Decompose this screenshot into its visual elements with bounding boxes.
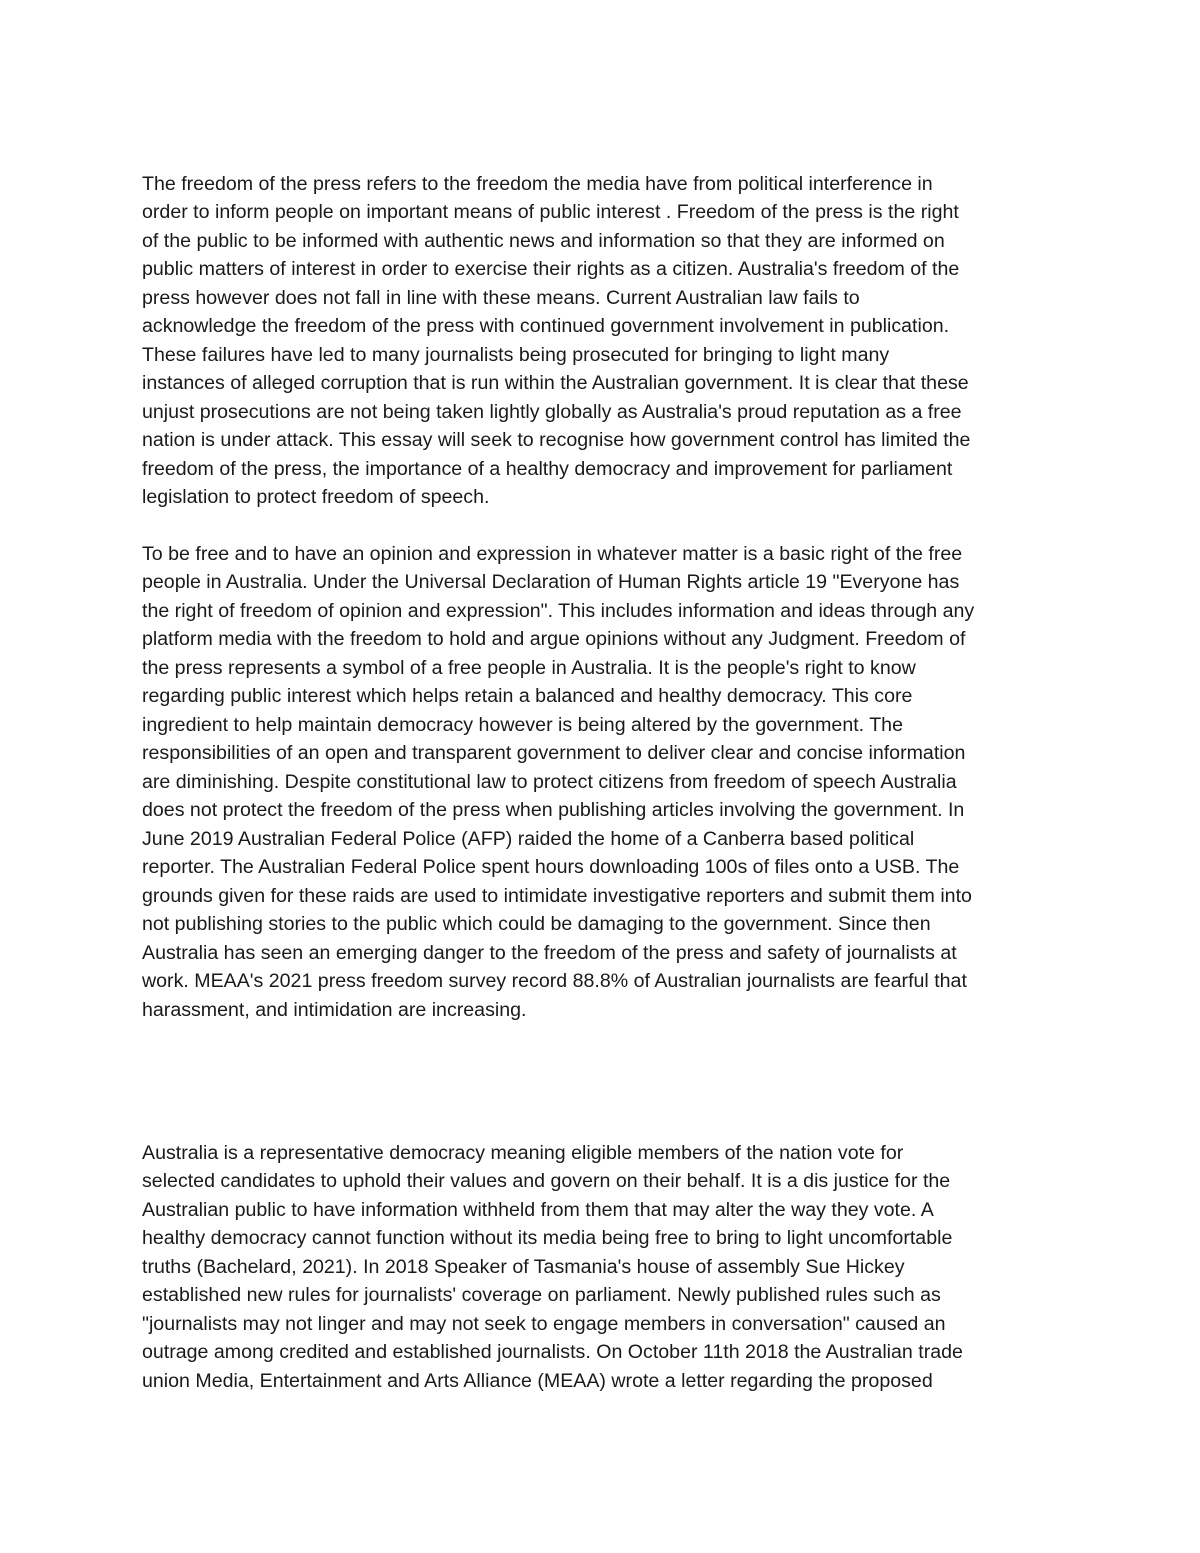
text-line: instances of alleged corruption that is run within the Australian government. It is clear that these	[142, 372, 969, 394]
text-line: truths (Bachelard, 2021). In 2018 Speaker of Tasmania's house of assembly Sue Hickey	[142, 1256, 905, 1278]
text-line: responsibilities of an open and transparent government to deliver clear and concise information	[142, 742, 966, 764]
text-line: grounds given for these raids are used to intimidate investigative reporters and submit them into	[142, 885, 972, 907]
text-line: of the public to be informed with authentic news and information so that they are informed on	[142, 230, 945, 252]
text-line: the right of freedom of opinion and expression". This includes information and ideas through any	[142, 600, 975, 622]
text-line: are diminishing. Despite constitutional law to protect citizens from freedom of speech Australia	[142, 771, 957, 793]
text-line: union Media, Entertainment and Arts Alliance (MEAA) wrote a letter regarding the proposed	[142, 1370, 933, 1392]
text-line: freedom of the press, the importance of a healthy democracy and improvement for parliament	[142, 458, 953, 480]
text-line: order to inform people on important means of public interest . Freedom of the press is the right	[142, 201, 959, 223]
text-line: Australia has seen an emerging danger to the freedom of the press and safety of journalists at	[142, 942, 957, 964]
text-line: legislation to protect freedom of speech.	[142, 486, 490, 508]
text-line: people in Australia. Under the Universal Declaration of Human Rights article 19 "Everyone has	[142, 571, 960, 593]
text-line: platform media with the freedom to hold and argue opinions without any Judgment. Freedom of	[142, 628, 966, 650]
text-line: the press represents a symbol of a free people in Australia. It is the people's right to know	[142, 657, 916, 679]
text-line: public matters of interest in order to exercise their rights as a citizen. Australia's freedom of the	[142, 258, 960, 280]
text-line: June 2019 Australian Federal Police (AFP) raided the home of a Canberra based political	[142, 828, 915, 850]
text-line: press however does not fall in line with these means. Current Australian law fails to	[142, 287, 860, 309]
text-line: acknowledge the freedom of the press with continued government involvement in publication.	[142, 315, 950, 337]
text-line: To be free and to have an opinion and expression in whatever matter is a basic right of the free	[142, 543, 963, 565]
text-line: work. MEAA's 2021 press freedom survey record 88.8% of Australian journalists are fearful that	[142, 970, 967, 992]
text-line: unjust prosecutions are not being taken lightly globally as Australia's proud reputation as a free	[142, 401, 962, 423]
text-line: harassment, and intimidation are increasing.	[142, 999, 527, 1021]
text-line: reporter. The Australian Federal Police spent hours downloading 100s of files onto a USB. The	[142, 856, 960, 878]
text-line: outrage among credited and established journalists. On October 11th 2018 the Australian trade	[142, 1341, 963, 1363]
text-line: not publishing stories to the public which could be damaging to the government. Since then	[142, 913, 931, 935]
text-line: ingredient to help maintain democracy however is being altered by the government. The	[142, 714, 903, 736]
text-line: regarding public interest which helps retain a balanced and healthy democracy. This core	[142, 685, 913, 707]
text-line: "journalists may not linger and may not seek to engage members in conversation" caused an	[142, 1313, 946, 1335]
text-line: does not protect the freedom of the press when publishing articles involving the government. In	[142, 799, 965, 821]
text-line: These failures have led to many journalists being prosecuted for bringing to light many	[142, 344, 890, 366]
text-line: established new rules for journalists' coverage on parliament. Newly published rules such as	[142, 1284, 941, 1306]
text-line: The freedom of the press refers to the freedom the media have from political interference in	[142, 173, 933, 195]
text-line: selected candidates to uphold their values and govern on their behalf. It is a dis justice for the	[142, 1170, 951, 1192]
text-line: Australia is a representative democracy meaning eligible members of the nation vote for	[142, 1142, 904, 1164]
text-line: nation is under attack. This essay will seek to recognise how government control has limited the	[142, 429, 971, 451]
text-line: Australian public to have information withheld from them that may alter the way they vote. A	[142, 1199, 934, 1221]
text-line: healthy democracy cannot function without its media being free to bring to light uncomfortable	[142, 1227, 953, 1249]
